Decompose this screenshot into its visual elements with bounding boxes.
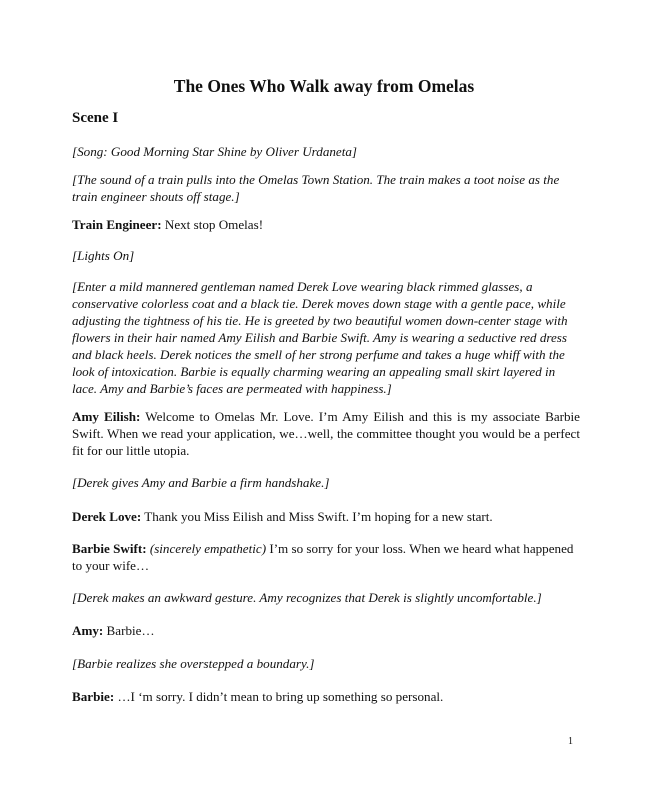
dialogue-amy-eilish bbox=[72, 408, 580, 459]
speaker-name: Derek Love: bbox=[72, 509, 142, 524]
dialogue-text: Thank you Miss Eilish and Miss Swift. I’m hoping for a new start. bbox=[141, 509, 493, 524]
dialogue-text: Barbie… bbox=[103, 623, 155, 638]
stage-direction-lights: [Lights On] bbox=[72, 248, 135, 263]
dialogue-amy bbox=[72, 622, 580, 639]
dialogue-barbie bbox=[72, 688, 580, 705]
page-number: 1 bbox=[568, 736, 573, 747]
stage-direction-awkward: [Derek makes an awkward gesture. Amy recognizes that Derek is slightly uncomfortable.] bbox=[72, 590, 542, 605]
stage-direction-boundary: [Barbie realizes she overstepped a boundary.] bbox=[72, 656, 315, 671]
stage-direction-song: [Song: Good Morning Star Shine by Oliver Urdaneta] bbox=[72, 144, 358, 159]
dialogue-derek-love bbox=[72, 508, 580, 525]
speaker-name: Amy Eilish: bbox=[72, 409, 141, 424]
speaker-name: Amy: bbox=[72, 623, 104, 638]
speaker-name: Barbie: bbox=[72, 689, 115, 704]
stage-direction-handshake: [Derek gives Amy and Barbie a firm handshake.] bbox=[72, 475, 330, 490]
parenthetical: (sincerely empathetic) bbox=[146, 541, 267, 556]
stage-direction-train: [The sound of a train pulls into the Omelas Town Station. The train makes a toot noise as the train engineer shouts off stage.] bbox=[72, 172, 560, 204]
dialogue-train-engineer bbox=[72, 216, 580, 233]
document-title: The Ones Who Walk away from Omelas bbox=[173, 76, 475, 96]
dialogue-text: Welcome to Omelas Mr. Love. I’m Amy Eilish and this is my associate Barbie Swift. When we read your application, we…well, the committee thought you would be a perfect fit for our little utopia. bbox=[72, 409, 580, 458]
dialogue-barbie-swift bbox=[72, 540, 580, 574]
scene-heading: Scene I bbox=[72, 110, 119, 126]
stage-direction-enter: [Enter a mild mannered gentleman named Derek Love wearing black rimmed glasses, a conservative colorless coat and a black tie. Derek moves down stage with a gentle pace, while adjusting the tightness of his tie. He is greeted by two beautiful women down-center stage with flowers in their hair named Amy Eilish and Barbie Swift. Amy is wearing a seductive red dress and black heels. Derek notices the smell of her strong perfume and takes a huge whiff with the look of intoxication. Barbie is equally charming wearing an appealing small skirt layered in lace. Amy and Barbie’s faces are permeated with happiness.] bbox=[72, 279, 568, 396]
dialogue-text: …I ‘m sorry. I didn’t mean to bring up something so personal. bbox=[114, 689, 444, 704]
speaker-name: Barbie Swift: bbox=[72, 541, 147, 556]
speaker-name: Train Engineer: bbox=[72, 217, 162, 232]
dialogue-text: Next stop Omelas! bbox=[161, 217, 264, 232]
dialogue-text: I’m so sorry for your loss. When we heard what happened to your wife… bbox=[72, 541, 574, 573]
